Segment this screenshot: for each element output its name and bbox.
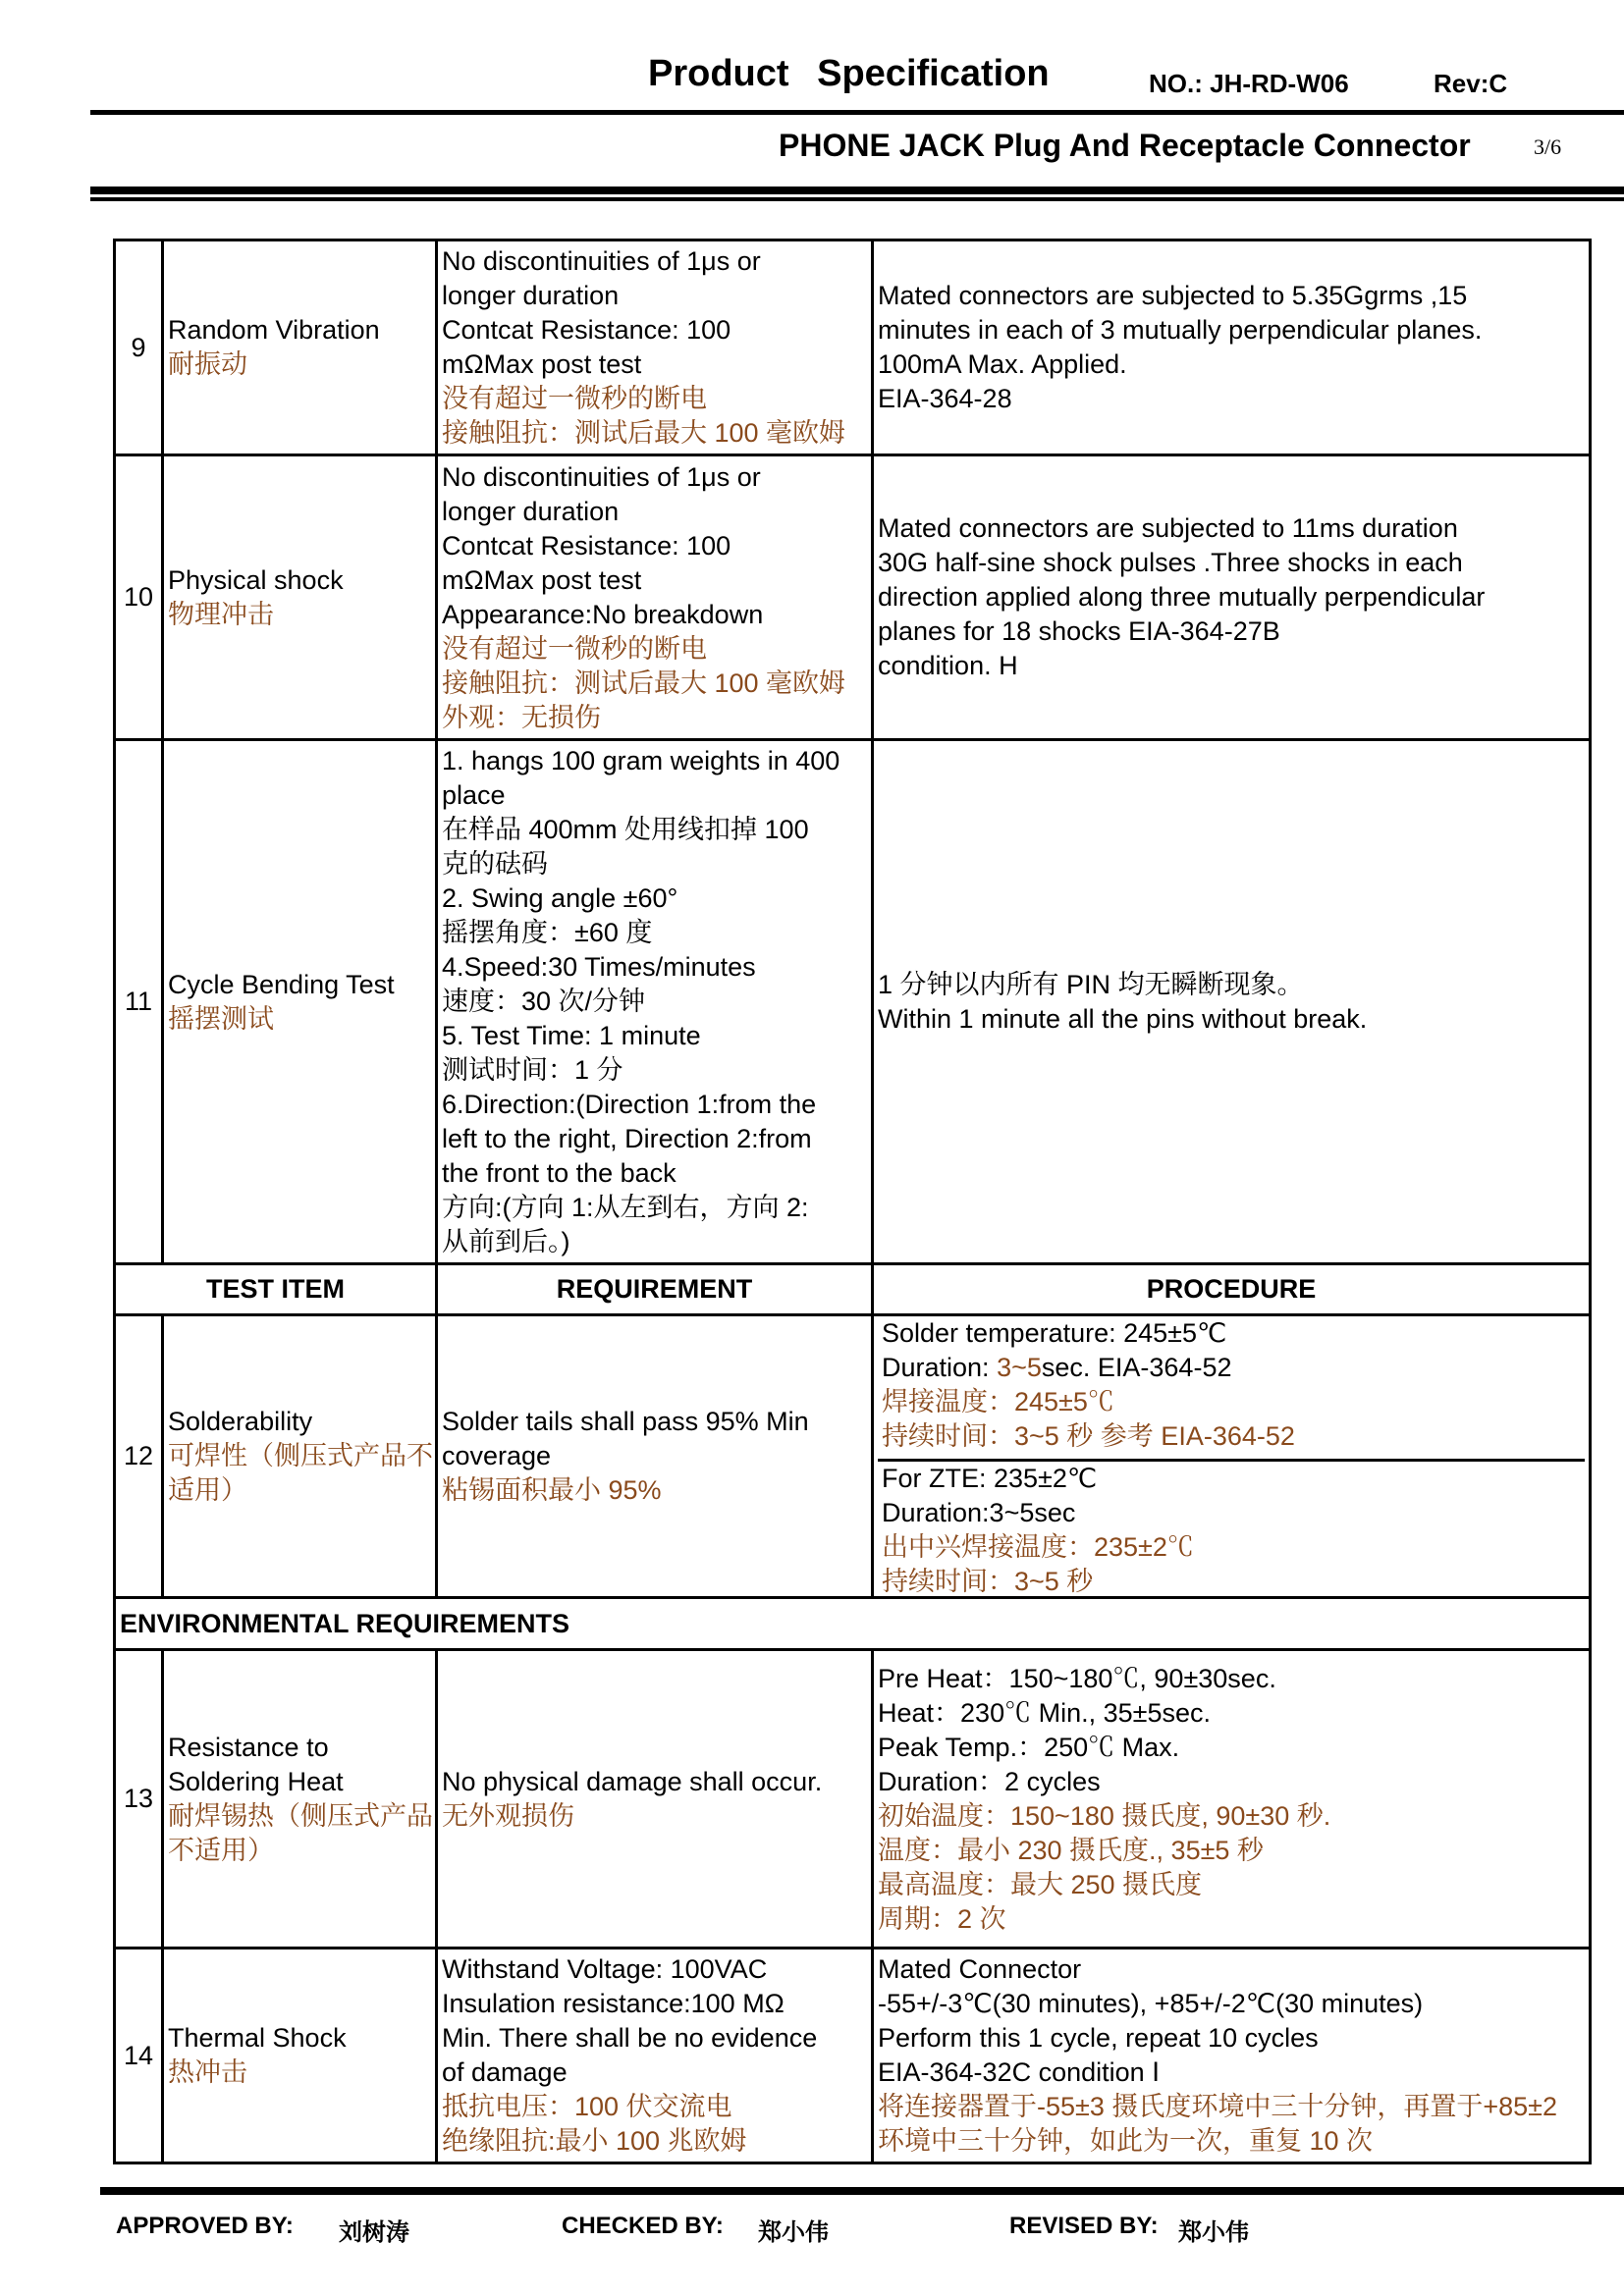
procedure-line: EIA-364-28 bbox=[878, 384, 1012, 413]
requirement-cell bbox=[437, 455, 873, 740]
requirement-line: 接触阻抗：测试后最大 100 毫欧姆 bbox=[442, 418, 846, 448]
requirement-line: 6.Direction:(Direction 1:from the bbox=[442, 1090, 817, 1119]
requirement-line: Appearance:No breakdown bbox=[442, 599, 764, 629]
requirement-line: longer duration bbox=[442, 496, 620, 526]
requirement-cell bbox=[437, 240, 873, 455]
table-row bbox=[115, 455, 1591, 740]
test-item-line: Solderability bbox=[168, 1407, 313, 1436]
section-row bbox=[115, 1598, 1591, 1650]
test-item-cell bbox=[163, 1315, 437, 1598]
requirement-line: Min. There shall be no evidence bbox=[442, 2023, 818, 2053]
procedure-standard bbox=[878, 1316, 1585, 1459]
revision: Rev:C bbox=[1434, 69, 1508, 98]
procedure-cell bbox=[873, 740, 1591, 1264]
requirement-line: 方向:(方向 1:从左到右，方向 2: bbox=[442, 1193, 809, 1222]
procedure-line: -55+/-3℃(30 minutes), +85+/-2℃(30 minutes) bbox=[878, 1989, 1424, 2018]
section-title-environmental: ENVIRONMENTAL REQUIREMENTS bbox=[115, 1598, 1591, 1650]
requirement-line: coverage bbox=[442, 1441, 552, 1470]
procedure-line: 初始温度：150~180 摄氏度, 90±30 秒. bbox=[878, 1800, 1331, 1831]
footer-rule bbox=[100, 2187, 1624, 2195]
row-number: 10 bbox=[115, 455, 163, 740]
requirement-line: Contcat Resistance: 100 bbox=[442, 530, 731, 561]
row-number: 13 bbox=[115, 1650, 163, 1949]
requirement-line: Contcat Resistance: 100 bbox=[442, 315, 731, 345]
revised-by-label: REVISED BY: bbox=[1009, 2213, 1159, 2239]
procedure-line: 1 分钟以内所有 PIN 均无瞬断现象。 bbox=[878, 969, 1304, 999]
requirement-line: left to the right, Direction 2:from bbox=[442, 1124, 812, 1153]
procedure-line: Within 1 minute all the pins without break. bbox=[878, 1003, 1368, 1034]
test-item-line: 耐振动 bbox=[168, 349, 247, 379]
requirement-line: 1. hangs 100 gram weights in 400 bbox=[442, 746, 840, 775]
document-subtitle: PHONE JACK Plug And Receptacle Connector bbox=[779, 128, 1471, 163]
requirement-line: 没有超过一微秒的断电 bbox=[442, 384, 707, 413]
procedure-line: 最高温度：最大 250 摄氏度 bbox=[878, 1869, 1203, 1899]
requirement-line: 绝缘阻抗:最小 100 兆欧姆 bbox=[442, 2126, 747, 2156]
requirement-cell bbox=[437, 1650, 873, 1949]
test-item-line: Cycle Bending Test bbox=[168, 969, 395, 999]
test-item-line: 可焊性（侧压式产品不 bbox=[168, 1441, 433, 1470]
page-number: 3/6 bbox=[1534, 134, 1562, 159]
table-row bbox=[115, 740, 1591, 1264]
requirement-cell bbox=[437, 1949, 873, 2163]
requirement-line: 粘锡面积最小 95% bbox=[442, 1475, 662, 1505]
test-item-cell bbox=[163, 455, 437, 740]
row-number: 14 bbox=[115, 1949, 163, 2163]
table-row bbox=[115, 1315, 1591, 1598]
requirement-line: 摇摆角度：±60 度 bbox=[442, 918, 653, 947]
procedure-cell bbox=[873, 455, 1591, 740]
test-item-line: Thermal Shock bbox=[168, 2023, 347, 2053]
table-row bbox=[115, 240, 1591, 455]
requirement-line: 没有超过一微秒的断电 bbox=[442, 633, 707, 664]
procedure-line: 持续时间：3~5 秒 bbox=[882, 1567, 1094, 1596]
test-item-line: Physical shock bbox=[168, 564, 344, 595]
approved-by-label: APPROVED BY: bbox=[116, 2213, 294, 2239]
procedure-line: minutes in each of 3 mutually perpendicular planes. bbox=[878, 315, 1483, 345]
text-segment: 3~5 bbox=[997, 1353, 1042, 1382]
requirement-line: 速度：30 次/分钟 bbox=[442, 987, 646, 1016]
requirement-line: the front to the back bbox=[442, 1158, 677, 1188]
test-item-line: Soldering Heat bbox=[168, 1766, 344, 1796]
header-rule bbox=[90, 110, 1624, 115]
procedure-line: Peak Temp.：250℃ Max. bbox=[878, 1732, 1180, 1762]
header-test-item: TEST ITEM bbox=[115, 1264, 437, 1315]
procedure-line: Mated connectors are subjected to 5.35Ggrms ,15 bbox=[878, 281, 1468, 310]
requirement-line: longer duration bbox=[442, 281, 620, 310]
requirement-line: Withstand Voltage: 100VAC bbox=[442, 1954, 768, 1984]
requirement-cell bbox=[437, 1315, 873, 1598]
requirement-line: 5. Test Time: 1 minute bbox=[442, 1021, 701, 1050]
checked-by-label: CHECKED BY: bbox=[562, 2213, 724, 2239]
procedure-line: planes for 18 shocks EIA-364-27B bbox=[878, 616, 1280, 646]
procedure-line: Heat：230℃ Min., 35±5sec. bbox=[878, 1697, 1211, 1728]
requirement-cell bbox=[437, 740, 873, 1264]
procedure-line: Duration:3~5sec bbox=[882, 1498, 1076, 1527]
header-requirement: REQUIREMENT bbox=[437, 1264, 873, 1315]
procedure-line: 出中兴焊接温度：235±2℃ bbox=[882, 1532, 1194, 1562]
test-item-cell bbox=[163, 1650, 437, 1949]
test-item-cell bbox=[163, 740, 437, 1264]
requirement-line: No physical damage shall occur. bbox=[442, 1766, 823, 1796]
requirement-line: 克的砝码 bbox=[442, 849, 548, 879]
text-segment: Duration: bbox=[882, 1353, 998, 1382]
requirement-line: 4.Speed:30 Times/minutes bbox=[442, 952, 756, 982]
procedure-line: direction applied along three mutually perpendicular bbox=[878, 582, 1486, 612]
test-item-line: 热冲击 bbox=[168, 2057, 247, 2087]
procedure-cell bbox=[873, 1315, 1591, 1598]
procedure-line: Mated connectors are subjected to 11ms duration bbox=[878, 513, 1458, 543]
header-rule-thin bbox=[90, 197, 1624, 201]
procedure-line: condition. H bbox=[878, 651, 1018, 680]
procedure-line: Perform this 1 cycle, repeat 10 cycles bbox=[878, 2023, 1319, 2053]
document-number: NO.: JH-RD-W06 bbox=[1149, 69, 1349, 98]
procedure-zte bbox=[878, 1459, 1585, 1596]
procedure-line: Duration：2 cycles bbox=[878, 1766, 1101, 1796]
requirement-line: 在样品 400mm 处用线扣掉 100 bbox=[442, 815, 809, 844]
procedure-line: 环境中三十分钟，如此为一次，重复 10 次 bbox=[878, 2126, 1374, 2156]
row-number: 9 bbox=[115, 240, 163, 455]
header-rule-thick bbox=[90, 187, 1624, 194]
test-item-line: 摇摆测试 bbox=[168, 1003, 274, 1034]
requirement-line: Solder tails shall pass 95% Min bbox=[442, 1407, 809, 1436]
procedure-line: 焊接温度：245±5℃ bbox=[882, 1387, 1114, 1416]
requirement-line: No discontinuities of 1μs or bbox=[442, 246, 761, 276]
requirement-line: place bbox=[442, 780, 506, 810]
test-item-line: Random Vibration bbox=[168, 315, 380, 345]
procedure-line: 30G half-sine shock pulses .Three shocks in each bbox=[878, 548, 1463, 577]
requirement-line: 测试时间：1 分 bbox=[442, 1055, 623, 1085]
test-item-line: 物理冲击 bbox=[168, 599, 274, 629]
procedure-line bbox=[882, 1351, 1581, 1385]
requirement-line: 外观：无损伤 bbox=[442, 702, 601, 732]
table-header-row bbox=[115, 1264, 1591, 1315]
table-row bbox=[115, 1949, 1591, 2163]
procedure-cell bbox=[873, 240, 1591, 455]
procedure-line: Mated Connector bbox=[878, 1954, 1082, 1984]
test-item-cell bbox=[163, 240, 437, 455]
procedure-line: 将连接器置于-55±3 摄氏度环境中三十分钟，再置于+85±2 bbox=[878, 2092, 1557, 2121]
revised-by-name: 郑小伟 bbox=[1178, 2219, 1249, 2246]
approved-by-name: 刘树涛 bbox=[339, 2219, 409, 2246]
row-number: 12 bbox=[115, 1315, 163, 1598]
procedure-line: 周期：2 次 bbox=[878, 1903, 1006, 1934]
test-item-line: 耐焊锡热（侧压式产品 bbox=[168, 1800, 433, 1831]
requirement-line: 无外观损伤 bbox=[442, 1800, 574, 1831]
requirement-line: mΩMax post test bbox=[442, 564, 642, 595]
text-segment: sec. EIA-364-52 bbox=[1041, 1353, 1232, 1382]
requirement-line: Insulation resistance:100 MΩ bbox=[442, 1989, 785, 2018]
procedure-line: 100mA Max. Applied. bbox=[878, 349, 1127, 379]
procedure-line: 温度：最小 230 摄氏度., 35±5 秒 bbox=[878, 1835, 1264, 1865]
procedure-line: For ZTE: 235±2℃ bbox=[882, 1464, 1098, 1493]
test-item-line: 适用） bbox=[168, 1475, 247, 1505]
test-item-line: 不适用） bbox=[168, 1835, 274, 1865]
test-item-line: Resistance to bbox=[168, 1732, 329, 1762]
procedure-cell bbox=[873, 1949, 1591, 2163]
requirement-line: mΩMax post test bbox=[442, 349, 642, 379]
requirement-line: of damage bbox=[442, 2057, 568, 2087]
procedure-cell bbox=[873, 1650, 1591, 1949]
test-item-cell bbox=[163, 1949, 437, 2163]
procedure-line: Pre Heat：150~180℃, 90±30sec. bbox=[878, 1663, 1276, 1693]
header-procedure: PROCEDURE bbox=[873, 1264, 1591, 1315]
requirement-line: No discontinuities of 1μs or bbox=[442, 461, 761, 492]
requirement-line: 2. Swing angle ±60° bbox=[442, 883, 678, 913]
requirement-line: 抵抗电压：100 伏交流电 bbox=[442, 2092, 732, 2121]
checked-by-name: 郑小伟 bbox=[758, 2219, 829, 2246]
table-row bbox=[115, 1650, 1591, 1949]
requirement-line: 从前到后。) bbox=[442, 1227, 570, 1256]
procedure-line: 持续时间：3~5 秒 参考 EIA-364-52 bbox=[882, 1421, 1295, 1451]
document-title: Product Specification bbox=[648, 53, 1050, 94]
row-number: 11 bbox=[115, 740, 163, 1264]
requirement-line: 接触阻抗：测试后最大 100 毫欧姆 bbox=[442, 667, 846, 698]
procedure-line: Solder temperature: 245±5℃ bbox=[882, 1318, 1227, 1348]
procedure-line: EIA-364-32C condition Ⅰ bbox=[878, 2057, 1161, 2087]
specification-table bbox=[113, 239, 1592, 2164]
